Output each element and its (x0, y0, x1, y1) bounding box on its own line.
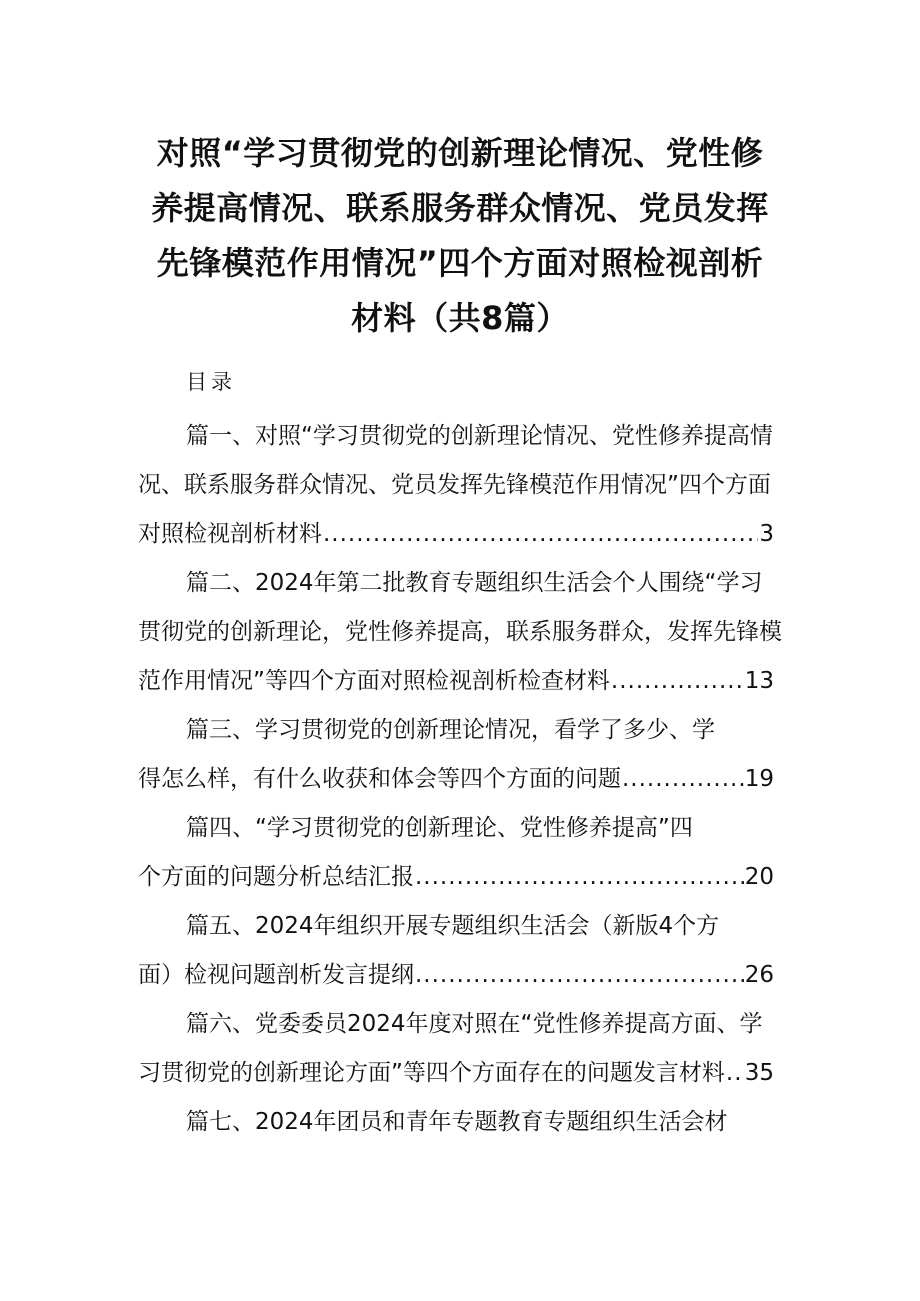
toc-entry-text: 个方面的问题分析总结汇报 (138, 864, 414, 890)
toc-entry-text: 习贯彻党的创新理论方面”等四个方面存在的问题发言材料 (138, 1060, 725, 1086)
dot-leader (726, 1049, 744, 1098)
toc-entry-4[interactable] (138, 804, 788, 902)
toc-page-number: 20 (744, 864, 774, 890)
document-title (130, 126, 790, 346)
toc-entry-text: 篇二、2024年第二批教育专题组织生活会个人围绕“学习 (186, 570, 763, 596)
toc-entry-leader-line (138, 755, 774, 804)
toc-entry-text: 贯彻党的创新理论，党性修养提高，联系服务群众，发挥先锋模 (138, 619, 782, 645)
toc-entry-text: 况、联系服务群众情况、党员发挥先锋模范作用情况”四个方面 (138, 472, 771, 498)
toc-entry-7[interactable] (138, 1098, 788, 1147)
toc-entry-text: 篇七、2024年团员和青年专题教育专题组织生活会材 (186, 1109, 728, 1135)
toc-entry-leader-line (138, 1049, 774, 1098)
toc-entry-leader-line (138, 853, 774, 902)
title-line: 材料（共8篇） (351, 299, 569, 337)
toc-entry-1[interactable] (138, 412, 788, 559)
toc-entry-text: 对照检视剖析材料 (138, 521, 322, 547)
title-line: 对照“学习贯彻党的创新理论情况、党性修 (156, 134, 764, 172)
toc-page-number: 35 (744, 1060, 774, 1086)
toc-page-number: 26 (744, 962, 774, 988)
toc-entry-3[interactable] (138, 706, 788, 804)
toc-entry-leader-line (138, 657, 774, 706)
table-of-contents (138, 412, 788, 1147)
dot-leader (415, 951, 744, 1000)
toc-entry-text: 篇六、党委委员2024年度对照在“党性修养提高方面、学 (186, 1011, 763, 1037)
toc-entry-leader-line (138, 951, 774, 1000)
dot-leader (622, 755, 744, 804)
dot-leader (415, 853, 744, 902)
dot-leader (611, 657, 744, 706)
title-line: 养提高情况、联系服务群众情况、党员发挥 (151, 189, 769, 227)
toc-page-number: 3 (759, 521, 774, 547)
toc-entry-text: 得怎么样，有什么收获和体会等四个方面的问题 (138, 766, 621, 792)
toc-entry-5[interactable] (138, 902, 788, 1000)
toc-entry-6[interactable] (138, 1000, 788, 1098)
toc-heading: 目录 (186, 370, 236, 394)
toc-entry-text: 篇三、学习贯彻党的创新理论情况，看学了多少、学 (186, 717, 715, 743)
toc-entry-text: 篇四、“学习贯彻党的创新理论、党性修养提高”四 (186, 815, 693, 841)
dot-leader (323, 510, 758, 559)
toc-page-number: 19 (744, 766, 774, 792)
toc-entry-text: 面）检视问题剖析发言提纲 (138, 962, 414, 988)
title-line: 先锋模范作用情况”四个方面对照检视剖析 (156, 244, 764, 282)
toc-entry-2[interactable] (138, 559, 788, 706)
toc-page-number: 13 (744, 668, 774, 694)
toc-entry-text: 篇五、2024年组织开展专题组织生活会（新版4个方 (186, 913, 720, 939)
toc-entry-text: 范作用情况”等四个方面对照检视剖析检查材料 (138, 668, 610, 694)
toc-entry-text: 篇一、对照“学习贯彻党的创新理论情况、党性修养提高情 (186, 423, 773, 449)
toc-entry-leader-line (138, 510, 774, 559)
